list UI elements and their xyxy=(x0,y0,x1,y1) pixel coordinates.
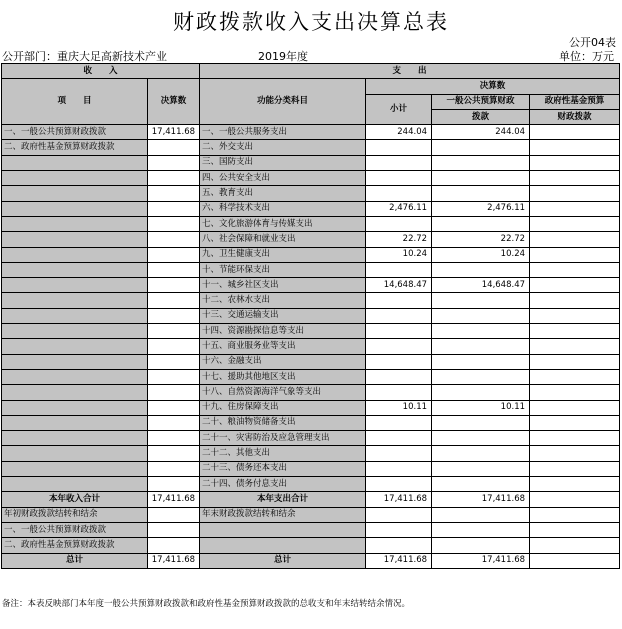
general-budget-cell: 10.11 xyxy=(432,400,530,415)
income-item-cell xyxy=(2,262,148,277)
income-amount-cell xyxy=(148,216,200,231)
general-budget-cell xyxy=(432,446,530,461)
general-budget-cell: 14,648.47 xyxy=(432,278,530,293)
subtotal-cell xyxy=(366,446,432,461)
expense-header: 支 出 xyxy=(200,64,620,79)
general-budget-cell xyxy=(432,415,530,430)
general-budget-cell xyxy=(432,339,530,354)
income-item-cell xyxy=(2,324,148,339)
subtotal-cell: 10.24 xyxy=(366,247,432,262)
general-budget-cell xyxy=(432,293,530,308)
expense-item-cell: 五、教育支出 xyxy=(200,186,366,201)
income-item-cell xyxy=(2,171,148,186)
blank-cell xyxy=(530,522,620,537)
subtotal-cell xyxy=(366,477,432,492)
gov-fund-header-line1: 政府性基金预算 xyxy=(544,96,605,107)
income-item-cell xyxy=(2,477,148,492)
general-budget-cell xyxy=(432,186,530,201)
income-item-cell xyxy=(2,201,148,216)
gov-fund-cell xyxy=(530,324,620,339)
income-item-cell xyxy=(2,339,148,354)
table-row xyxy=(2,354,620,369)
gov-fund-cell xyxy=(530,125,620,140)
gov-fund-cell xyxy=(530,293,620,308)
general-budget-cell xyxy=(432,385,530,400)
carry-in-general-value xyxy=(148,522,200,537)
general-budget-cell xyxy=(432,140,530,155)
subtotal-cell xyxy=(366,369,432,384)
gov-fund-cell xyxy=(530,431,620,446)
general-budget-cell: 22.72 xyxy=(432,232,530,247)
grand-gov-fund-value xyxy=(530,553,620,568)
gov-fund-cell xyxy=(530,155,620,170)
gov-fund-cell xyxy=(530,216,620,231)
income-amount-cell xyxy=(148,186,200,201)
income-item-cell xyxy=(2,400,148,415)
table-row xyxy=(2,446,620,461)
func-category-header: 功能分类科目 xyxy=(200,79,366,125)
gov-fund-cell xyxy=(530,354,620,369)
table-row xyxy=(2,538,620,553)
subtotal-cell xyxy=(366,293,432,308)
carry-in-value xyxy=(148,507,200,522)
general-budget-cell: 244.04 xyxy=(432,125,530,140)
income-item-cell xyxy=(2,369,148,384)
income-item-cell xyxy=(2,461,148,476)
table-row xyxy=(2,385,620,400)
table-row xyxy=(2,232,620,247)
table-row xyxy=(2,201,620,216)
subtotal-cell xyxy=(366,415,432,430)
expense-item-cell: 九、卫生健康支出 xyxy=(200,247,366,262)
table-row xyxy=(2,140,620,155)
grand-general-value: 17,411.68 xyxy=(432,553,530,568)
carry-out-subtotal xyxy=(366,507,432,522)
subtotal-cell xyxy=(366,324,432,339)
subtotal-cell: 244.04 xyxy=(366,125,432,140)
expense-item-cell: 三、国防支出 xyxy=(200,155,366,170)
income-amount-cell xyxy=(148,262,200,277)
income-amount-cell xyxy=(148,201,200,216)
general-budget-cell xyxy=(432,431,530,446)
subtotal-cell xyxy=(366,431,432,446)
table-row xyxy=(2,507,620,522)
income-item-cell xyxy=(2,293,148,308)
table-row xyxy=(2,461,620,476)
table-row xyxy=(2,278,620,293)
carry-in-label: 年初财政拨款结转和结余 xyxy=(2,507,148,522)
expense-item-cell: 十九、住房保障支出 xyxy=(200,400,366,415)
expense-item-cell: 一、一般公共服务支出 xyxy=(200,125,366,140)
carry-out-general xyxy=(432,507,530,522)
blank-cell xyxy=(432,538,530,553)
year-label: 2019年度 xyxy=(258,50,308,63)
expense-item-cell: 十四、资源勘探信息等支出 xyxy=(200,324,366,339)
gov-fund-cell xyxy=(530,140,620,155)
table-row xyxy=(2,293,620,308)
subtotal-cell xyxy=(366,155,432,170)
carry-out-label: 年末财政拨款结转和结余 xyxy=(200,507,366,522)
income-item-cell: 二、政府性基金预算财政拨款 xyxy=(2,140,148,155)
blank-cell xyxy=(366,538,432,553)
expense-item-cell: 十六、金融支出 xyxy=(200,354,366,369)
gov-fund-cell xyxy=(530,201,620,216)
income-item-cell xyxy=(2,354,148,369)
income-amount-cell xyxy=(148,293,200,308)
table-footer xyxy=(2,492,620,568)
income-total-label: 本年收入合计 xyxy=(2,492,148,507)
income-amount-cell xyxy=(148,477,200,492)
income-item-cell xyxy=(2,247,148,262)
general-budget-cell xyxy=(432,477,530,492)
gov-fund-cell xyxy=(530,186,620,201)
table-row xyxy=(2,262,620,277)
expense-item-cell: 二十、粮油物资储备支出 xyxy=(200,415,366,430)
department-label: 公开部门：重庆大足高新技术产业 xyxy=(2,50,167,63)
expense-item-cell: 十七、援助其他地区支出 xyxy=(200,369,366,384)
subtotal-cell: 2,476.11 xyxy=(366,201,432,216)
income-amount-cell xyxy=(148,308,200,323)
expense-item-cell: 二十二、其他支出 xyxy=(200,446,366,461)
budget-table xyxy=(1,63,620,569)
table-row xyxy=(2,339,620,354)
income-amount-cell xyxy=(148,155,200,170)
carry-in-gov-fund-value xyxy=(148,538,200,553)
income-total-value: 17,411.68 xyxy=(148,492,200,507)
general-budget-cell xyxy=(432,216,530,231)
general-budget-header-line1: 一般公共预算财政 xyxy=(446,96,515,107)
subtotal-cell: 10.11 xyxy=(366,400,432,415)
grand-subtotal-value: 17,411.68 xyxy=(366,553,432,568)
gov-fund-cell xyxy=(530,461,620,476)
expense-item-cell: 十三、交通运输支出 xyxy=(200,308,366,323)
grand-expense-label: 总计 xyxy=(200,553,366,568)
gov-fund-cell xyxy=(530,171,620,186)
subtotal-cell xyxy=(366,216,432,231)
gov-fund-header xyxy=(530,94,620,109)
expense-item-cell: 二十四、债务付息支出 xyxy=(200,477,366,492)
income-item-cell xyxy=(2,308,148,323)
form-number: 公开04表 xyxy=(569,36,616,49)
subtotal-cell xyxy=(366,339,432,354)
income-item-cell xyxy=(2,278,148,293)
table-row xyxy=(2,492,620,507)
income-item-cell xyxy=(2,431,148,446)
table-row xyxy=(2,477,620,492)
income-amount-cell xyxy=(148,232,200,247)
expense-item-cell: 四、公共安全支出 xyxy=(200,171,366,186)
expense-final-header: 决算数 xyxy=(366,79,620,94)
general-budget-header-2 xyxy=(432,109,530,124)
income-amount-cell xyxy=(148,446,200,461)
item-header: 项 目 xyxy=(2,79,148,125)
blank-cell xyxy=(200,522,366,537)
carry-out-gov-fund xyxy=(530,507,620,522)
table-row xyxy=(2,125,620,140)
subtotal-cell: 14,648.47 xyxy=(366,278,432,293)
unit-label: 单位：万元 xyxy=(559,50,614,63)
income-item-cell xyxy=(2,415,148,430)
final-amount-header: 决算数 xyxy=(148,79,200,125)
expense-item-cell: 十八、自然资源海洋气象等支出 xyxy=(200,385,366,400)
subtotal-cell xyxy=(366,385,432,400)
gov-fund-cell xyxy=(530,415,620,430)
table-row xyxy=(2,324,620,339)
expense-item-cell: 二、外交支出 xyxy=(200,140,366,155)
blank-cell xyxy=(366,522,432,537)
general-budget-cell: 10.24 xyxy=(432,247,530,262)
income-amount-cell xyxy=(148,324,200,339)
table-row xyxy=(2,369,620,384)
income-amount-cell xyxy=(148,431,200,446)
general-budget-cell xyxy=(432,308,530,323)
expense-item-cell: 二十三、债务还本支出 xyxy=(200,461,366,476)
gov-fund-cell xyxy=(530,369,620,384)
income-amount-cell xyxy=(148,140,200,155)
subtotal-cell xyxy=(366,354,432,369)
income-item-cell xyxy=(2,232,148,247)
table-row xyxy=(2,400,620,415)
table-row xyxy=(2,216,620,231)
income-amount-cell xyxy=(148,385,200,400)
general-budget-header xyxy=(432,94,530,109)
income-amount-cell xyxy=(148,400,200,415)
gov-fund-header-2 xyxy=(530,109,620,124)
table-row xyxy=(2,308,620,323)
income-amount-cell xyxy=(148,247,200,262)
expense-item-cell: 六、科学技术支出 xyxy=(200,201,366,216)
income-header: 收 入 xyxy=(2,64,200,79)
gov-fund-cell xyxy=(530,278,620,293)
gov-fund-cell xyxy=(530,400,620,415)
gov-fund-cell xyxy=(530,308,620,323)
general-budget-cell xyxy=(432,369,530,384)
expense-item-cell: 十二、农林水支出 xyxy=(200,293,366,308)
footnote: 备注：本表反映部门本年度一般公共预算财政拨款和政府性基金预算财政拨款的总收支和年末结转结余情况。 xyxy=(2,599,411,609)
general-budget-cell xyxy=(432,262,530,277)
expense-item-cell: 十一、城乡社区支出 xyxy=(200,278,366,293)
income-amount-cell xyxy=(148,461,200,476)
expense-total-label: 本年支出合计 xyxy=(200,492,366,507)
table-row xyxy=(2,247,620,262)
table-row xyxy=(2,186,620,201)
table-body xyxy=(2,125,620,492)
blank-cell xyxy=(530,538,620,553)
expense-item-cell: 七、文化旅游体育与传媒支出 xyxy=(200,216,366,231)
gov-fund-header-line2: 财政拨款 xyxy=(557,111,592,122)
expense-total-gov-fund xyxy=(530,492,620,507)
income-amount-cell xyxy=(148,415,200,430)
subtotal-cell: 22.72 xyxy=(366,232,432,247)
table-row xyxy=(2,171,620,186)
general-budget-cell xyxy=(432,354,530,369)
gov-fund-cell xyxy=(530,477,620,492)
general-budget-header-line2: 拨款 xyxy=(472,111,490,122)
income-amount-cell xyxy=(148,339,200,354)
blank-cell xyxy=(200,538,366,553)
general-budget-cell: 2,476.11 xyxy=(432,201,530,216)
page-title: 财政拨款收入支出决算总表 xyxy=(173,10,449,34)
subtotal-cell xyxy=(366,308,432,323)
income-item-cell xyxy=(2,385,148,400)
subtotal-cell xyxy=(366,461,432,476)
carry-in-gov-fund-label: 二、政府性基金预算财政拨款 xyxy=(2,538,148,553)
table-row xyxy=(2,415,620,430)
table-row xyxy=(2,155,620,170)
subtotal-cell xyxy=(366,262,432,277)
gov-fund-cell xyxy=(530,385,620,400)
gov-fund-cell xyxy=(530,339,620,354)
income-amount-cell xyxy=(148,354,200,369)
meta-row xyxy=(2,48,618,62)
general-budget-cell xyxy=(432,324,530,339)
table-row xyxy=(2,431,620,446)
income-amount-cell: 17,411.68 xyxy=(148,125,200,140)
table-row xyxy=(2,522,620,537)
subtotal-cell xyxy=(366,171,432,186)
income-amount-cell xyxy=(148,369,200,384)
table-row xyxy=(2,553,620,568)
income-amount-cell xyxy=(148,278,200,293)
income-item-cell xyxy=(2,186,148,201)
expense-item-cell: 八、社会保障和就业支出 xyxy=(200,232,366,247)
expense-total-subtotal: 17,411.68 xyxy=(366,492,432,507)
income-amount-cell xyxy=(148,171,200,186)
gov-fund-cell xyxy=(530,232,620,247)
subtotal-cell xyxy=(366,140,432,155)
subtotal-cell xyxy=(366,186,432,201)
income-item-cell: 一、一般公共预算财政拨款 xyxy=(2,125,148,140)
carry-in-general-label: 一、一般公共预算财政拨款 xyxy=(2,522,148,537)
expense-total-general: 17,411.68 xyxy=(432,492,530,507)
income-item-cell xyxy=(2,155,148,170)
expense-item-cell: 二十一、灾害防治及应急管理支出 xyxy=(200,431,366,446)
income-item-cell xyxy=(2,216,148,231)
general-budget-cell xyxy=(432,155,530,170)
income-item-cell xyxy=(2,446,148,461)
blank-cell xyxy=(432,522,530,537)
general-budget-cell xyxy=(432,461,530,476)
expense-item-cell: 十、节能环保支出 xyxy=(200,262,366,277)
gov-fund-cell xyxy=(530,262,620,277)
expense-item-cell: 十五、商业服务业等支出 xyxy=(200,339,366,354)
subtotal-header: 小计 xyxy=(366,94,432,125)
grand-total-label: 总计 xyxy=(2,553,148,568)
gov-fund-cell xyxy=(530,446,620,461)
general-budget-cell xyxy=(432,171,530,186)
gov-fund-cell xyxy=(530,247,620,262)
grand-income-value: 17,411.68 xyxy=(148,553,200,568)
